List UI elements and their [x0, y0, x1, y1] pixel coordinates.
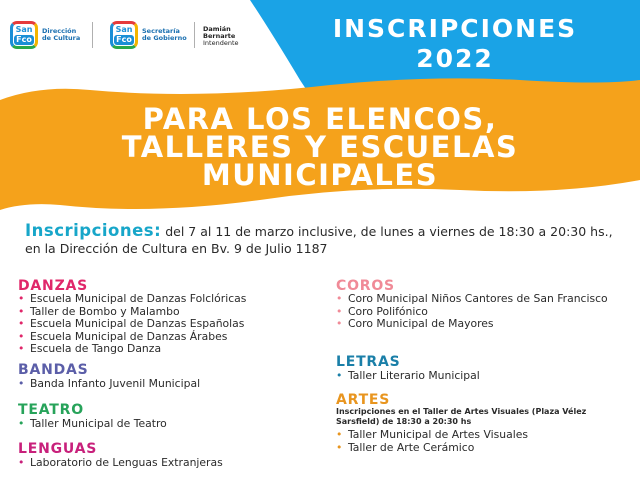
subtitle [0, 102, 640, 192]
list-item: • Taller de Bombo y Malambo [18, 306, 328, 319]
category-teatro-title: TEATRO [18, 402, 84, 418]
category-letras-list [336, 370, 480, 383]
subtitle-line3: MUNICIPALES [201, 158, 439, 192]
list-item: • Coro Municipal de Mayores [336, 318, 626, 331]
list-item: • Taller Literario Municipal [336, 370, 480, 383]
subtitle-line2: TALLERES Y ESCUELAS [121, 130, 519, 164]
main-title [290, 14, 620, 74]
category-lenguas-list [18, 457, 223, 470]
inscripciones-label: Inscripciones: [25, 221, 162, 240]
list-item: • Banda Infanto Juvenil Municipal [18, 378, 200, 391]
logo-divider [92, 22, 93, 48]
list-item: • Taller de Arte Cerámico [336, 442, 528, 455]
gobierno-logo [110, 18, 190, 52]
list-item: • Escuela Municipal de Danzas Árabes [18, 331, 328, 344]
cultura-logo [10, 18, 82, 52]
gobierno-logo-text: Secretaría de Gobierno [142, 27, 187, 42]
inscripciones-text: del 7 al 11 de marzo inclusive, de lunes a viernes de 18:30 a 20:30 hs., en la Dirección de Cultura en Bv. 9 de Julio 1187 [25, 224, 613, 256]
list-item: • Escuela Municipal de Danzas Folclóricas [18, 293, 328, 306]
san-fco-badge-icon: San Fco [10, 21, 38, 49]
category-coros-list [336, 293, 626, 331]
category-letras-title: LETRAS [336, 354, 401, 370]
category-danzas-title: DANZAS [18, 278, 89, 294]
main-title-line2: 2022 [416, 44, 494, 73]
inscripciones-info [25, 222, 615, 257]
intendente-name: Damián Bernarte [203, 25, 236, 40]
list-item: • Taller Municipal de Artes Visuales [336, 429, 528, 442]
list-item: • Coro Municipal Niños Cantores de San Francisco [336, 293, 626, 306]
category-teatro-list [18, 418, 167, 431]
intendente-signature [203, 26, 243, 47]
list-item: • Coro Polifónico [336, 306, 626, 319]
category-artes-list [336, 429, 528, 454]
logo-divider [194, 22, 195, 48]
list-item: • Taller Municipal de Teatro [18, 418, 167, 431]
san-fco-badge-icon: San Fco [110, 21, 138, 49]
category-danzas-list [18, 293, 328, 356]
category-coros-title: COROS [336, 278, 395, 294]
main-title-line1: INSCRIPCIONES [332, 14, 578, 43]
list-item: • Laboratorio de Lenguas Extranjeras [18, 457, 223, 470]
category-bandas-title: BANDAS [18, 362, 89, 378]
list-item: • Escuela de Tango Danza [18, 343, 328, 356]
category-artes-title: ARTES [336, 392, 391, 408]
category-bandas-list [18, 378, 200, 391]
category-lenguas-title: LENGUAS [18, 441, 98, 457]
artes-note: Inscripciones en el Taller de Artes Visuales (Plaza Vélez Sarsfield) de 18:30 a 20:30 hs [336, 407, 587, 426]
intendente-role: Intendente [203, 39, 239, 47]
cultura-logo-text: Dirección de Cultura [42, 27, 81, 42]
list-item: • Escuela Municipal de Danzas Españolas [18, 318, 328, 331]
subtitle-line1: PARA LOS ELENCOS, [142, 102, 498, 136]
